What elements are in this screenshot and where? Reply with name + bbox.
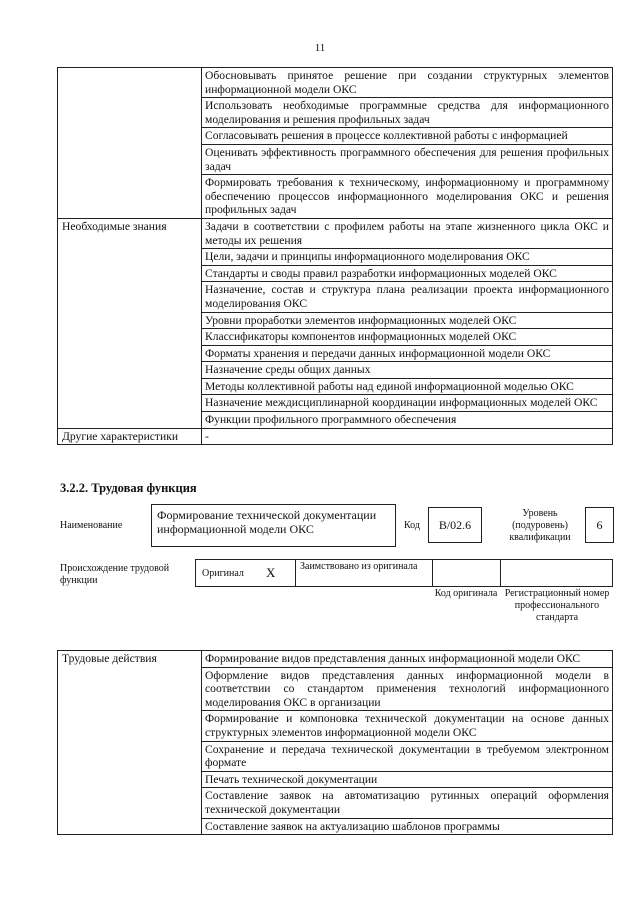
level-label: Уровень (подуровень) квалификации	[509, 508, 571, 543]
table-cell: Формировать требования к техническому, информационному и программному обеспечению процессов информационного моделирования ОКС и решения профильных задач	[202, 175, 613, 219]
table-cell: Назначение, состав и структура плана реализации проекта информационного моделирования ОКС	[202, 282, 613, 312]
table-cell: Назначение среды общих данных	[202, 362, 613, 379]
table-cell: Формирование видов представления данных информационной модели ОКС	[202, 651, 613, 668]
table-row	[58, 651, 613, 668]
borrowed-cell	[296, 560, 433, 586]
labor-actions-table	[57, 650, 613, 835]
reg-number-cell	[501, 560, 612, 586]
level-value-box: 6	[585, 507, 614, 543]
table-cell: -	[202, 428, 613, 445]
table-cell: Уровни проработки элементов информационных моделей ОКС	[202, 312, 613, 329]
reg-number-caption: Регистрационный номер профессионального стандарта	[504, 588, 610, 623]
section-title: 3.2.2. Трудовая функция	[60, 481, 197, 495]
table-cell: Обосновывать принятое решение при создании структурных элементов информационной модели ОКС	[202, 68, 613, 98]
function-name-box: Формирование технической документации информационной модели ОКС	[151, 504, 396, 547]
table-cell: Оценивать эффективность программного обеспечения для решения профильных задач	[202, 144, 613, 174]
name-label: Наименование	[60, 520, 123, 531]
page-cut	[57, 848, 613, 858]
table-row	[58, 218, 613, 248]
original-label: Оригинал	[202, 568, 244, 579]
table-cell: Задачи в соответствии с профилем работы на этапе жизненного цикла ОКС и методы их решения	[202, 218, 613, 248]
table-cell: Форматы хранения и передачи данных информационной модели ОКС	[202, 345, 613, 362]
table-cell: Сохранение и передача технической документации в требуемом электронном формате	[202, 741, 613, 771]
code-label: Код	[404, 520, 420, 531]
borrowed-label: Заимствовано из оригинала	[300, 561, 418, 572]
row-group-label: Другие характеристики	[58, 428, 202, 445]
row-group-label: Необходимые знания	[58, 218, 202, 428]
original-cell	[196, 560, 296, 586]
table-cell: Печать технической документации	[202, 771, 613, 788]
table-cell: Цели, задачи и принципы информационного моделирования ОКС	[202, 249, 613, 266]
table-cell: Стандарты и своды правил разработки информационных моделей ОКС	[202, 265, 613, 282]
code-original-caption: Код оригинала	[434, 588, 498, 599]
table-cell: Согласовывать решения в процессе коллективной работы с информацией	[202, 128, 613, 145]
table-cell: Использовать необходимые программные средства для информационного моделирования и решения профильных задач	[202, 98, 613, 128]
original-mark: X	[266, 565, 276, 580]
row-group-label	[58, 68, 202, 219]
table-cell: Составление заявок на автоматизацию рутинных операций оформления технической документации	[202, 788, 613, 818]
code-value-box: B/02.6	[428, 507, 482, 543]
code-original-cell	[433, 560, 501, 586]
table-cell: Составление заявок на актуализацию шаблонов программы	[202, 818, 613, 835]
table-cell: Классификаторы компонентов информационных моделей ОКС	[202, 329, 613, 346]
table-row	[58, 428, 613, 445]
table-cell: Назначение междисциплинарной координации информационных моделей ОКС	[202, 395, 613, 412]
table-cell: Оформление видов представления данных информационной модели в соответствии со стандартом применения технологий информационного моделирования ОКС в организации	[202, 667, 613, 711]
origin-label: Происхождение трудовой функции	[60, 563, 170, 586]
table-cell: Функции профильного программного обеспечения	[202, 412, 613, 429]
table-row	[58, 68, 613, 98]
table-cell: Методы коллективной работы над единой информационной моделью ОКС	[202, 378, 613, 395]
row-group-label: Трудовые действия	[58, 651, 202, 835]
page-number: 11	[314, 42, 326, 54]
skills-knowledge-table	[57, 67, 613, 445]
origin-row	[195, 559, 613, 587]
table-cell: Формирование и компоновка технической документации на основе данных структурных элементов информационной модели ОКС	[202, 711, 613, 741]
